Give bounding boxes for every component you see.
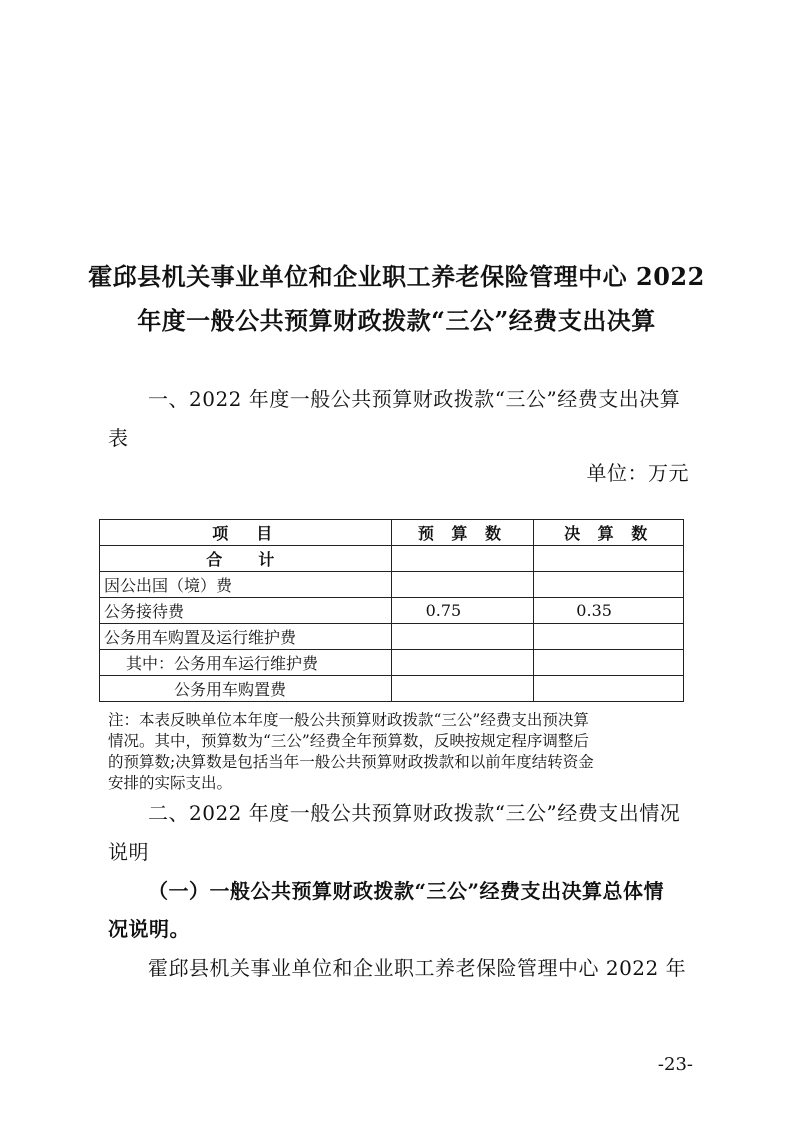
row-budget: 0.75 bbox=[391, 598, 534, 624]
section1-heading: 一、2022 年度一般公共预算财政拨款“三公”经费支出决算 bbox=[148, 387, 681, 411]
header-item: 项 目 bbox=[100, 520, 392, 546]
row-final bbox=[534, 624, 684, 650]
row-label: 合 计 bbox=[100, 546, 392, 572]
table-row bbox=[100, 598, 684, 624]
table-row bbox=[100, 650, 684, 676]
note-line: 注：本表反映单位本年度一般公共预算财政拨款“三公”经费支出预决算 bbox=[108, 711, 589, 729]
document-title-line2: 年度一般公共预算财政拨款“三公”经费支出决算 bbox=[137, 306, 656, 335]
row-label: 因公出国（境）费 bbox=[100, 572, 392, 598]
table-row bbox=[100, 624, 684, 650]
page-number: -23- bbox=[657, 1054, 693, 1075]
row-budget bbox=[391, 676, 534, 702]
table-header-row bbox=[100, 520, 684, 546]
row-final bbox=[534, 676, 684, 702]
table-row bbox=[100, 572, 684, 598]
note-line: 的预算数;决算数是包括当年一般公共预算财政拨款和以前年度结转资金 bbox=[108, 753, 594, 771]
unit-label: 单位：万元 bbox=[586, 461, 689, 485]
header-final: 决 算 数 bbox=[534, 520, 684, 546]
row-budget bbox=[391, 572, 534, 598]
row-budget bbox=[391, 546, 534, 572]
table-note bbox=[108, 710, 698, 794]
row-label: 其中：公务用车运行维护费 bbox=[100, 650, 392, 676]
row-label: 公务用车购置及运行维护费 bbox=[100, 624, 392, 650]
note-line: 情况。其中，预算数为“三公”经费全年预算数，反映按规定程序调整后 bbox=[108, 732, 589, 750]
table-row bbox=[100, 676, 684, 702]
section1-heading-cont: 表 bbox=[108, 426, 129, 450]
row-final bbox=[534, 650, 684, 676]
expense-table bbox=[99, 519, 684, 702]
row-label: 公务用车购置费 bbox=[100, 676, 392, 702]
section2-heading-cont: 说明 bbox=[108, 840, 149, 864]
row-final bbox=[534, 572, 684, 598]
body-paragraph: 霍邱县机关事业单位和企业职工养老保险管理中心 2022 年 bbox=[148, 956, 687, 980]
row-budget bbox=[391, 650, 534, 676]
table-row bbox=[100, 546, 684, 572]
header-budget: 预 算 数 bbox=[391, 520, 534, 546]
section2-heading: 二、2022 年度一般公共预算财政拨款“三公”经费支出情况 bbox=[148, 801, 681, 825]
row-label: 公务接待费 bbox=[100, 598, 392, 624]
note-line: 安排的实际支出。 bbox=[108, 774, 233, 792]
subsection1-heading: （一）一般公共预算财政拨款“三公”经费支出决算总体情 bbox=[148, 879, 665, 903]
row-final bbox=[534, 546, 684, 572]
document-title-line1: 霍邱县机关事业单位和企业职工养老保险管理中心 2022 bbox=[88, 262, 705, 291]
row-budget bbox=[391, 624, 534, 650]
row-final: 0.35 bbox=[534, 598, 684, 624]
subsection1-heading-cont: 况说明。 bbox=[108, 917, 190, 941]
